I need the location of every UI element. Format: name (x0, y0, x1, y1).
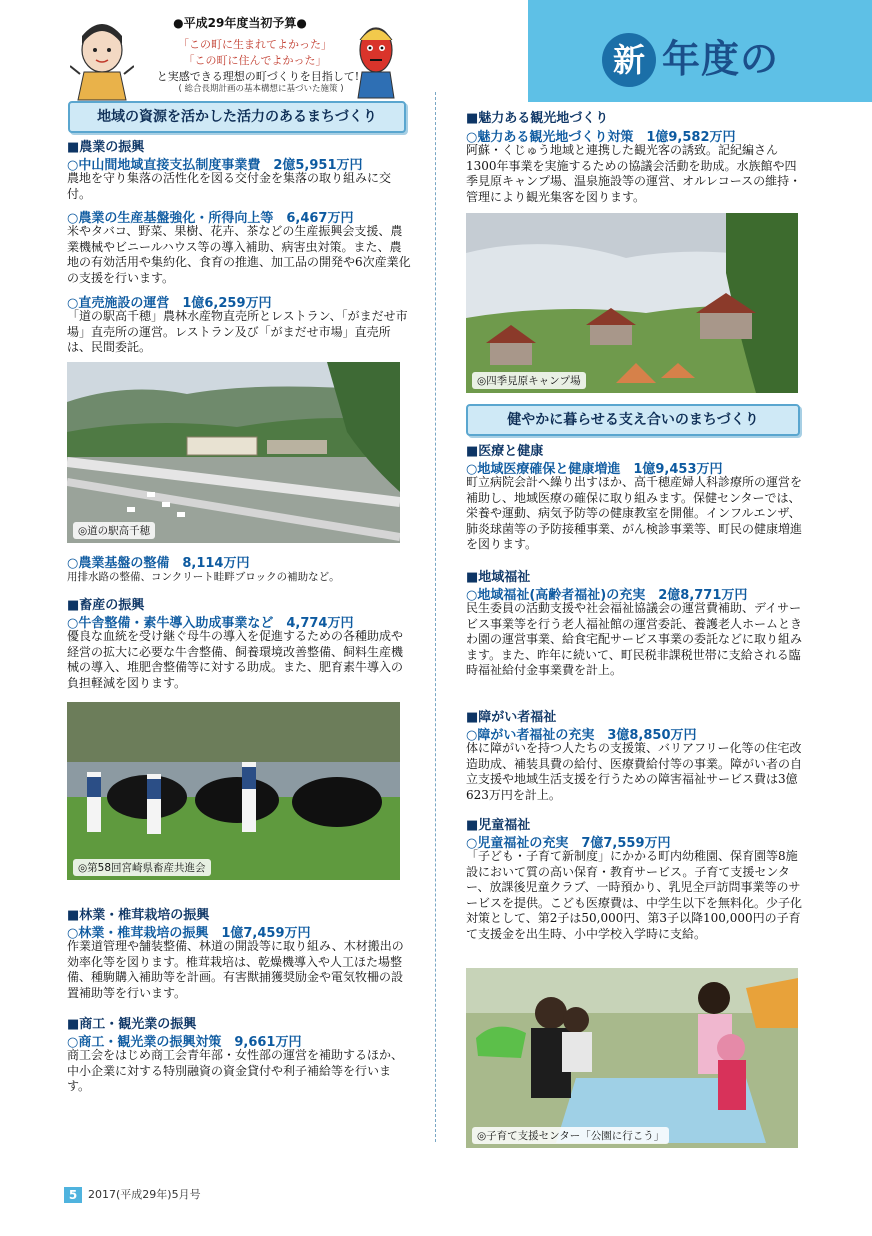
item-title-direct-sales: ○直売施設の運営 1億6,259万円 (67, 296, 272, 311)
budget-slogan-1: 「この町に生まれてよかった」 (178, 38, 332, 51)
item-title-farm-infra: ○農業基盤の整備 8,114万円 (67, 556, 250, 571)
item-title-production-base: ○農業の生産基盤強化・所得向上等 6,467万円 (67, 211, 354, 226)
photo-caption-childcare: ◎子育て支援センター「公園に行こう」 (472, 1127, 669, 1144)
item-body-direct-sales: 「道の駅高千穂」農林水産物直売所とレストラン、「がまだせ市場」直売所の運営。レストラン及び「がまだせ市場」直売所は、民間委託。 (67, 309, 408, 354)
photo-caption-cattle-show: ◎第58回宮崎県畜産共進会 (73, 859, 211, 876)
banner-title: 年度の (662, 37, 780, 81)
photo-childcare-park (466, 968, 798, 1148)
category-medical: ■医療と健康 (466, 444, 544, 459)
item-body-farm-infra: 用排水路の整備、コンクリート畦畔ブロックの補助など。 (67, 571, 340, 583)
item-body-forestry: 作業道管理や舗装整備、林道の開設等に取り組み、木材搬出の効率化等を図ります。椎茸栽培は、乾燥機導入や人工ほた場整備、種駒購入補助等を計画。有害獣捕獲奨励金や電気牧柵の設置補助等を行います。 (67, 939, 404, 1000)
title-banner (528, 0, 872, 102)
item-body-direct-payment: 農地を守り集落の活性化を図る交付金を集落の取り組みに交付。 (67, 171, 392, 201)
budget-title: ●平成29年度当初予算● (173, 16, 307, 30)
item-body-medical: 町立病院会計へ繰り出すほか、高千穂産婦人科診療所の運営を補助し、地域医療の確保に取り組みます。保健センターでは、栄養や運動、病気予防等の健康教室を開催。インフルエンザ、肺炎球菌等の予防接種事業、がん検診事業等、町民の健康増進を図ります。 (466, 475, 803, 551)
banner-circle-char: 新 (602, 33, 656, 87)
item-title-forestry: ○林業・椎茸栽培の振興 1億7,459万円 (67, 926, 311, 941)
category-disability: ■障がい者福祉 (466, 710, 557, 725)
item-title-disability: ○障がい者福祉の充実 3億8,850万円 (466, 728, 697, 743)
item-body-elderly-welfare: 民生委員の活動支援や社会福祉協議会の運営費補助、デイサービス事業等を行う老人福祉館の運営委託、養護老人ホームときわ園の運営事業、給食宅配サービス事業の委託などに取り組みます。また、昨年に続いて、町民税非課税世帯に支給される臨時福祉給付金事業費を計上。 (466, 601, 803, 677)
budget-note: ( 総合長期計画の基本構想に基づいた施策 ) (178, 84, 344, 94)
campsite-illustration (466, 213, 798, 393)
item-title-commerce: ○商工・観光業の振興対策 9,661万円 (67, 1035, 302, 1050)
item-title-elderly-welfare: ○地域福祉(高齢者福祉)の充実 2億8,771万円 (466, 588, 748, 603)
item-body-production-base: 米やタバコ、野菜、果樹、花卉、茶などの生産振興会支援、農業機械やビニールハウス等の導入補助、病害虫対策。また、農地の有効活用や集約化、食育の推進、加工品の開発や6次産業化の支援を行います。 (67, 224, 411, 285)
budget-slogan-2: 「この町に住んでよかった」 (183, 54, 327, 67)
mascot-left-illustration (70, 22, 134, 102)
issue-label: 2017(平成29年)5月号 (88, 1188, 201, 1201)
photo-road-station (67, 362, 400, 543)
section-ribbon-vitality: 地域の資源を活かした活力のあるまちづくり (68, 101, 406, 133)
item-title-medical: ○地域医療確保と健康増進 1億9,453万円 (466, 462, 723, 477)
item-body-commerce: 商工会をはじめ商工会青年部・女性部の運営を補助するほか、中小企業に対する特別融資の資金貸付や利子補給等を行います。 (67, 1048, 404, 1093)
section-ribbon-wellbeing: 健やかに暮らせる支え合いのまちづくり (466, 404, 800, 436)
category-livestock: ■畜産の振興 (67, 598, 145, 613)
category-tourism: ■魅力ある観光地づくり (466, 111, 609, 126)
photo-caption-campsite: ◎四季見原キャンプ場 (472, 372, 586, 389)
category-forestry: ■林業・椎茸栽培の振興 (67, 908, 210, 923)
road-station-illustration (67, 362, 400, 543)
photo-cattle-show (67, 702, 400, 880)
item-body-cattle: 優良な血統を受け継ぐ母牛の導入を促進するための各種助成や経営の拡大に必要な牛舎整備、飼養環境改善整備、飼料生産機械の導入、堆肥舎整備等に対する助成。また、肥育素牛導入の負担軽減を図ります。 (67, 629, 404, 690)
category-agriculture: ■農業の振興 (67, 140, 145, 155)
childcare-park-illustration (466, 968, 798, 1148)
item-body-disability: 体に障がいを持つ人たちの支援策、バリアフリー化等の住宅改造助成、補装具費の給付、医療費給付等の事業。障がい者の自立支援や地域生活支援を行うための障害福祉サービス費は3億623万円を計上。 (466, 741, 803, 802)
category-community-welfare: ■地域福祉 (466, 570, 531, 585)
item-title-child-welfare: ○児童福祉の充実 7億7,559万円 (466, 836, 671, 851)
category-commerce: ■商工・観光業の振興 (67, 1017, 197, 1032)
category-child-welfare: ■児童福祉 (466, 818, 531, 833)
item-body-tourism: 阿蘇・くじゅう地域と連携した観光客の誘致。記紀編さん1300年事業を実施するための協議会活動を助成。水族館や四季見原キャンプ場、温泉施設等の運営、オルレコースの維持・管理により観光集客を図ります。 (466, 143, 802, 204)
page-number: 5 (64, 1187, 82, 1203)
item-body-child-welfare: 「子ども・子育て新制度」にかかる町内幼稚園、保育園等8施設において質の高い保育・教育サービス。子育て支援センター、放課後児童クラブ、一時預かり、乳児全戸訪問事業等のサービスを提供。こども医療費は、中学生以下を無料化。少子化対策として、第2子は50,000円、第3子以降100,000円の子育て支援金を出生時、小中学校入学時に支給。 (466, 849, 803, 941)
item-title-cattle: ○牛舎整備・素牛導入助成事業など 4,774万円 (67, 616, 354, 631)
budget-subtitle: と実感できる理想の町づくりを目指して! (156, 70, 360, 83)
photo-campsite (466, 213, 798, 393)
photo-caption-road-station: ◎道の駅高千穂 (73, 522, 155, 539)
item-title-direct-payment: ○中山間地域直接支払制度事業費 2億5,951万円 (67, 158, 363, 173)
column-divider (435, 92, 436, 1142)
cattle-show-illustration (67, 702, 400, 880)
item-title-tourism: ○魅力ある観光地づくり対策 1億9,582万円 (466, 130, 736, 145)
